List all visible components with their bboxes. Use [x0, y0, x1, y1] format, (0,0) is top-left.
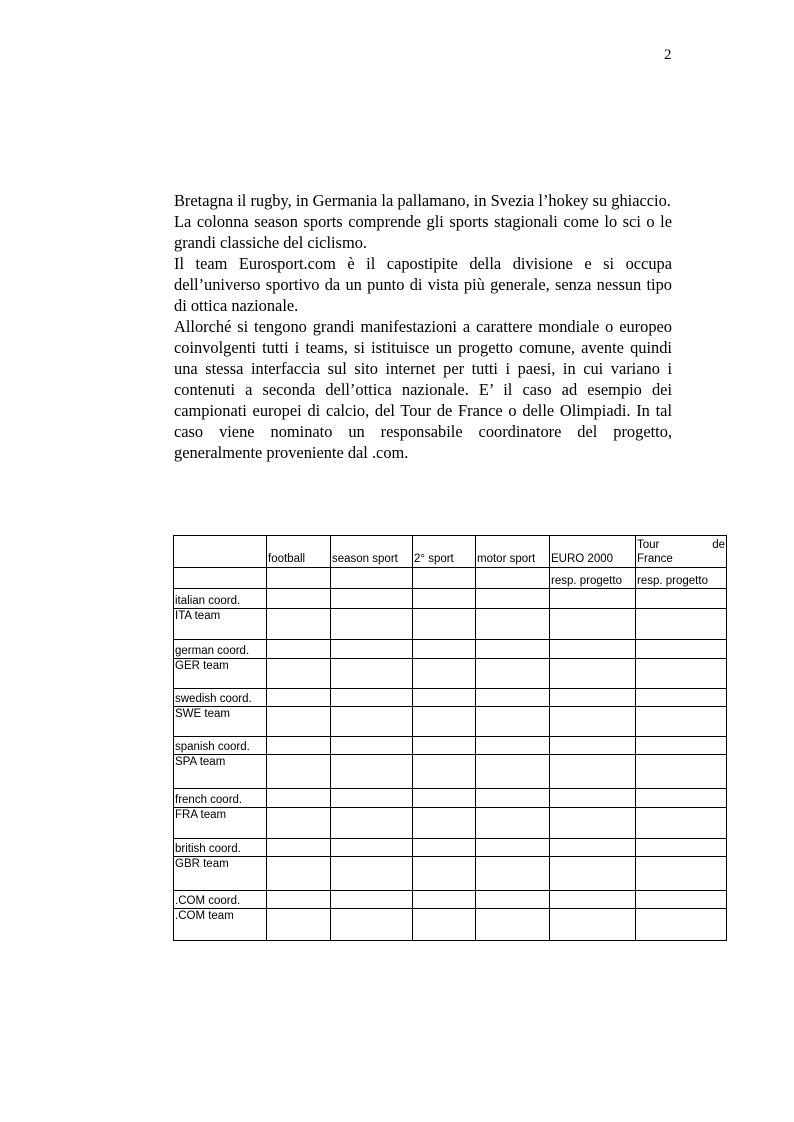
table-row: [174, 737, 727, 755]
table-row: [174, 909, 727, 941]
paragraph: La colonna season sports comprende gli sports stagionali come lo sci o le grandi classiche del ciclismo.: [174, 212, 672, 252]
paragraph: Bretagna il rugby, in Germania la pallamano, in Svezia l’hokey su ghiaccio.: [174, 191, 671, 210]
table-row: [174, 659, 727, 689]
row-label: GBR team: [174, 857, 267, 891]
page-number: 2: [664, 47, 672, 63]
row-label: SPA team: [174, 755, 267, 789]
header-cell: motor sport: [476, 536, 550, 568]
table-cell: [413, 568, 476, 589]
table-cell: resp. progetto: [550, 568, 636, 589]
header-cell: [636, 536, 727, 568]
row-label: british coord.: [174, 839, 267, 857]
table-cell: resp. progetto: [636, 568, 727, 589]
table-row: [174, 857, 727, 891]
table-row: [174, 589, 727, 609]
row-label: ITA team: [174, 609, 267, 640]
team-project-table: [173, 535, 727, 941]
table-row: [174, 808, 727, 839]
table-cell: [331, 568, 413, 589]
table-row: [174, 707, 727, 737]
header-cell: season sport: [331, 536, 413, 568]
table-subheader-row: [174, 568, 727, 589]
body-text: [174, 190, 672, 463]
table-row: [174, 609, 727, 640]
table-cell: [267, 568, 331, 589]
table-row: [174, 689, 727, 707]
table-row: [174, 891, 727, 909]
row-label: GER team: [174, 659, 267, 689]
header-line: Tour de: [637, 539, 725, 551]
row-label: french coord.: [174, 789, 267, 808]
header-cell: 2° sport: [413, 536, 476, 568]
row-label: .COM team: [174, 909, 267, 941]
table-row: [174, 755, 727, 789]
header-line: France: [637, 553, 673, 565]
row-label: swedish coord.: [174, 689, 267, 707]
header-cell: [174, 536, 267, 568]
table-cell: [174, 568, 267, 589]
header-cell: football: [267, 536, 331, 568]
paragraph: Il team Eurosport.com è il capostipite della divisione e si occupa dell’universo sportivo da un punto di vista più generale, senza nessun tipo di ottica nazionale.: [174, 254, 672, 315]
table-row: [174, 789, 727, 808]
row-label: FRA team: [174, 808, 267, 839]
paragraph: Allorché si tengono grandi manifestazioni a carattere mondiale o europeo coinvolgenti tutti i teams, si istituisce un progetto comune, avente quindi una stessa interfaccia sul sito internet per tutti i paesi, in cui variano i contenuti a seconda dell’ottica nazionale. E’ il caso ad esempio dei campionati europei di calcio, del Tour de France o delle Olimpiadi. In tal caso viene nominato un responsabile coordinatore del progetto, generalmente proveniente dal .com.: [174, 317, 672, 462]
table-row: [174, 640, 727, 659]
row-label: german coord.: [174, 640, 267, 659]
row-label: italian coord.: [174, 589, 267, 609]
header-cell: EURO 2000: [550, 536, 636, 568]
row-label: SWE team: [174, 707, 267, 737]
table-header-row: [174, 536, 727, 568]
row-label: .COM coord.: [174, 891, 267, 909]
table-row: [174, 839, 727, 857]
table-cell: [476, 568, 550, 589]
row-label: spanish coord.: [174, 737, 267, 755]
